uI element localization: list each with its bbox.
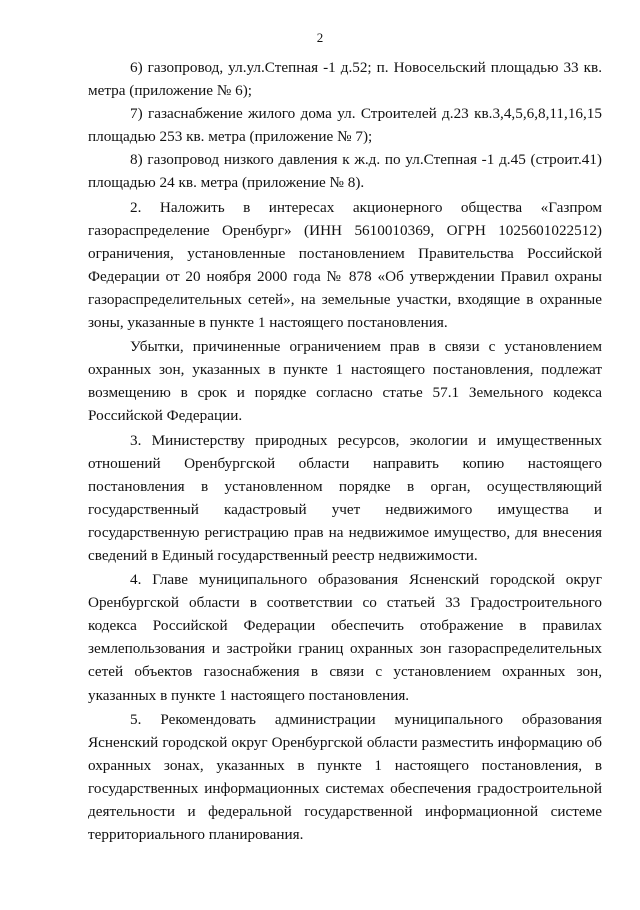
paragraph-clause-3: 3. Министерству природных ресурсов, экологии и имущественных отношений Оренбургской области направить копию настоящего постановления в установленном порядке в орган, осуществляющий государственный кадастровый учет недвижимого имущества и государственную регистрацию прав на недвижимое имущество, для внесения сведений в Единый государственный реестр недвижимости. — [88, 431, 602, 564]
paragraph-clause-5: 5. Рекомендовать администрации муниципального образования Ясненский городской округ Оренбургской области разместить информацию об охранных зонах, указанных в пункте 1 настоящего постановления, в государственных информационных системах обеспечения градостроительной деятельности и федеральной государственной информационной системе территориального планирования. — [88, 710, 602, 844]
paragraph-item-8: 8) газопровод низкого давления к ж.д. по ул.Степная -1 д.45 (строит.41) площадью 24 кв. метра (приложение № 8). — [88, 151, 602, 192]
paragraph-item-7: 7) газаснабжение жилого дома ул. Строителей д.23 кв.3,4,5,6,8,11,16,15 площадью 253 кв. метра (приложение № 7); — [88, 105, 602, 146]
paragraph-item-6: 6) газопровод, ул.ул.Степная -1 д.52; п. Новосельский площадью 33 кв. метра (приложение № 6); — [88, 59, 602, 100]
paragraph-clause-2: 2. Наложить в интересах акционерного общества «Газпром газораспределение Оренбург» (ИНН 5610010369, ОГРН 1025601022512) ограничения, установленные постановлением Правительства Российской Федерации от 20 ноября 2000 года № 878 «Об утверждении Правил охраны газораспределительных сетей», на земельные участки, входящие в охранные зоны, указанные в пункте 1 настоящего постановления. — [88, 198, 602, 332]
paragraph-clause-4: 4. Главе муниципального образования Ясненский городской округ Оренбургской области в соответствии со статьей 33 Градостроительного кодекса Российской Федерации обеспечить отображение в правилах землепользования и застройки границ охранных зон газораспределительных сетей объектов газоснабжения в связи с установлением охранных зон, указанных в пункте 1 настоящего постановления. — [88, 571, 602, 704]
page-number: 2 — [316, 30, 324, 45]
document-body — [88, 56, 602, 846]
paragraph-losses: Убытки, причиненные ограничением прав в связи с установлением охранных зон, указанных в пункте 1 настоящего постановления, подлежат возмещению в срок и порядке согласно статье 57.1 Земельного кодекса Российской Федерации. — [88, 338, 602, 425]
